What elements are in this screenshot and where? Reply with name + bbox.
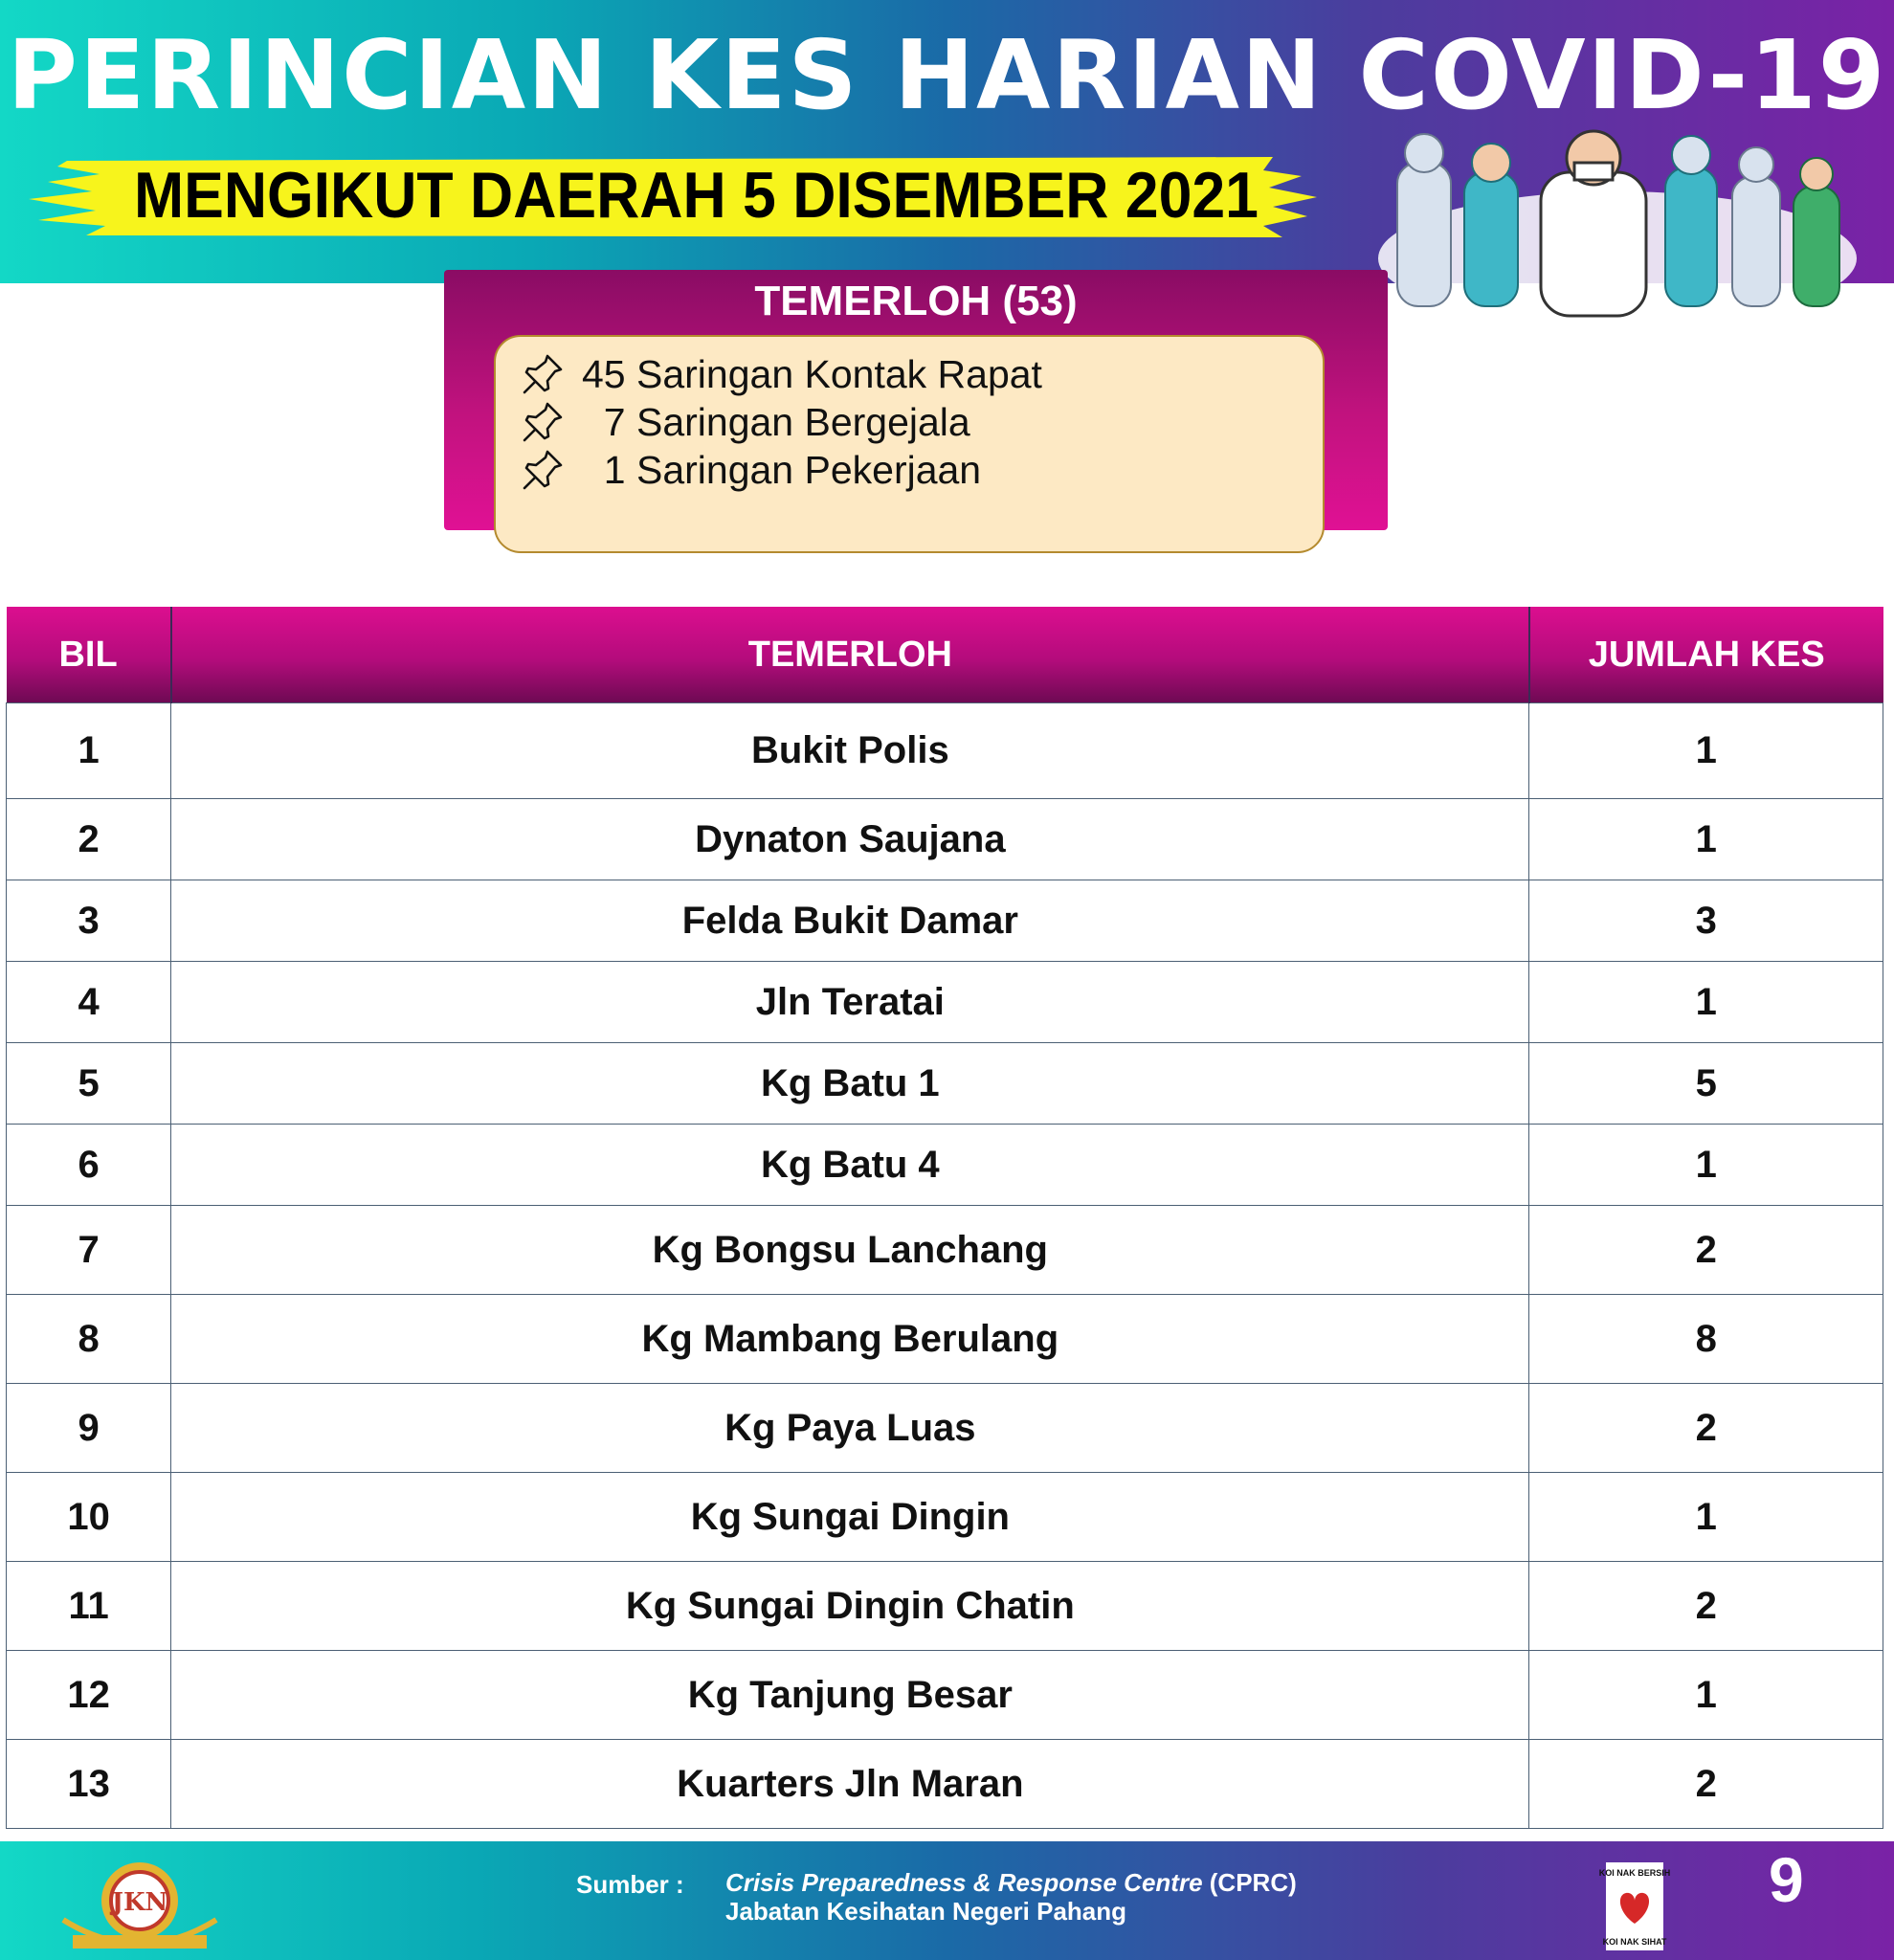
row-cases: 5: [1529, 1043, 1883, 1125]
koi-logo-bottom-text: KOI NAK SIHAT: [1602, 1937, 1667, 1947]
row-cases: 2: [1529, 1740, 1883, 1829]
header-location: TEMERLOH: [171, 607, 1529, 703]
screening-item-text: 1 Saringan Pekerjaan: [582, 448, 982, 492]
row-number: 1: [7, 703, 171, 799]
source-department: Jabatan Kesihatan Negeri Pahang: [725, 1897, 1127, 1926]
row-location: Kg Batu 1: [171, 1043, 1529, 1125]
screening-breakdown-panel: [494, 335, 1325, 553]
screening-item: [496, 398, 1319, 446]
table-row: [7, 703, 1883, 799]
row-cases: 3: [1529, 880, 1883, 962]
healthcare-workers-illustration: [1378, 124, 1857, 316]
koi-nak-sihat-logo: [1598, 1862, 1671, 1950]
source-org-name: Crisis Preparedness & Response Centre: [725, 1868, 1203, 1897]
row-location: Jln Teratai: [171, 962, 1529, 1043]
row-number: 13: [7, 1740, 171, 1829]
table-row: [7, 799, 1883, 880]
row-location: Kg Sungai Dingin: [171, 1473, 1529, 1562]
row-location: Kg Mambang Berulang: [171, 1295, 1529, 1384]
header-bil: BIL: [7, 607, 171, 703]
screening-item-text: 45 Saringan Kontak Rapat: [582, 352, 1042, 396]
table-row: [7, 880, 1883, 962]
koi-logo-top-text: KOI NAK BERSIH: [1598, 1868, 1671, 1878]
district-summary-title: TEMERLOH (53): [754, 278, 1078, 324]
row-cases: 1: [1529, 1651, 1883, 1740]
screening-item-text: 7 Saringan Bergejala: [582, 400, 970, 444]
table-row: [7, 1125, 1883, 1206]
source-organization: [725, 1868, 1297, 1898]
table-header-row: [7, 607, 1883, 703]
row-cases: 1: [1529, 799, 1883, 880]
pushpin-icon: [521, 352, 565, 396]
row-cases: 1: [1529, 1125, 1883, 1206]
row-cases: 2: [1529, 1384, 1883, 1473]
table-row: [7, 1295, 1883, 1384]
row-number: 11: [7, 1562, 171, 1651]
table-row: [7, 1206, 1883, 1295]
source-org-abbr: (CPRC): [1202, 1868, 1297, 1897]
pushpin-icon: [521, 400, 565, 444]
page-number: 9: [1769, 1844, 1804, 1915]
row-location: Felda Bukit Damar: [171, 880, 1529, 962]
row-cases: 1: [1529, 962, 1883, 1043]
jkn-logo-text: JKN: [111, 1888, 168, 1917]
table-row: [7, 1384, 1883, 1473]
subtitle-date: MENGIKUT DAERAH 5 DISEMBER 2021: [134, 159, 1259, 232]
row-location: Bukit Polis: [171, 703, 1529, 799]
row-cases: 1: [1529, 1473, 1883, 1562]
table-row: [7, 962, 1883, 1043]
header-cases: JUMLAH KES: [1529, 607, 1883, 703]
row-cases: 1: [1529, 703, 1883, 799]
row-number: 9: [7, 1384, 171, 1473]
row-cases: 2: [1529, 1562, 1883, 1651]
jkn-logo: [54, 1853, 226, 1956]
row-cases: 2: [1529, 1206, 1883, 1295]
table-row: [7, 1562, 1883, 1651]
row-location: Dynaton Saujana: [171, 799, 1529, 880]
row-location: Kg Bongsu Lanchang: [171, 1206, 1529, 1295]
table-row: [7, 1473, 1883, 1562]
main-title: PERINCIAN KES HARIAN COVID-19: [7, 19, 1887, 131]
row-number: 12: [7, 1651, 171, 1740]
row-cases: 8: [1529, 1295, 1883, 1384]
row-number: 3: [7, 880, 171, 962]
row-number: 5: [7, 1043, 171, 1125]
row-number: 10: [7, 1473, 171, 1562]
pushpin-icon: [521, 448, 565, 492]
row-number: 4: [7, 962, 171, 1043]
screening-item: [496, 350, 1319, 398]
row-number: 8: [7, 1295, 171, 1384]
table-row: [7, 1043, 1883, 1125]
table-body: [7, 703, 1883, 1829]
row-location: Kg Batu 4: [171, 1125, 1529, 1206]
screening-item: [496, 446, 1319, 494]
row-number: 7: [7, 1206, 171, 1295]
row-location: Kg Paya Luas: [171, 1384, 1529, 1473]
row-number: 6: [7, 1125, 171, 1206]
row-number: 2: [7, 799, 171, 880]
row-location: Kg Sungai Dingin Chatin: [171, 1562, 1529, 1651]
table-row: [7, 1740, 1883, 1829]
row-location: Kg Tanjung Besar: [171, 1651, 1529, 1740]
cases-table: [6, 607, 1883, 1829]
table-row: [7, 1651, 1883, 1740]
source-label: Sumber :: [576, 1870, 684, 1899]
row-location: Kuarters Jln Maran: [171, 1740, 1529, 1829]
